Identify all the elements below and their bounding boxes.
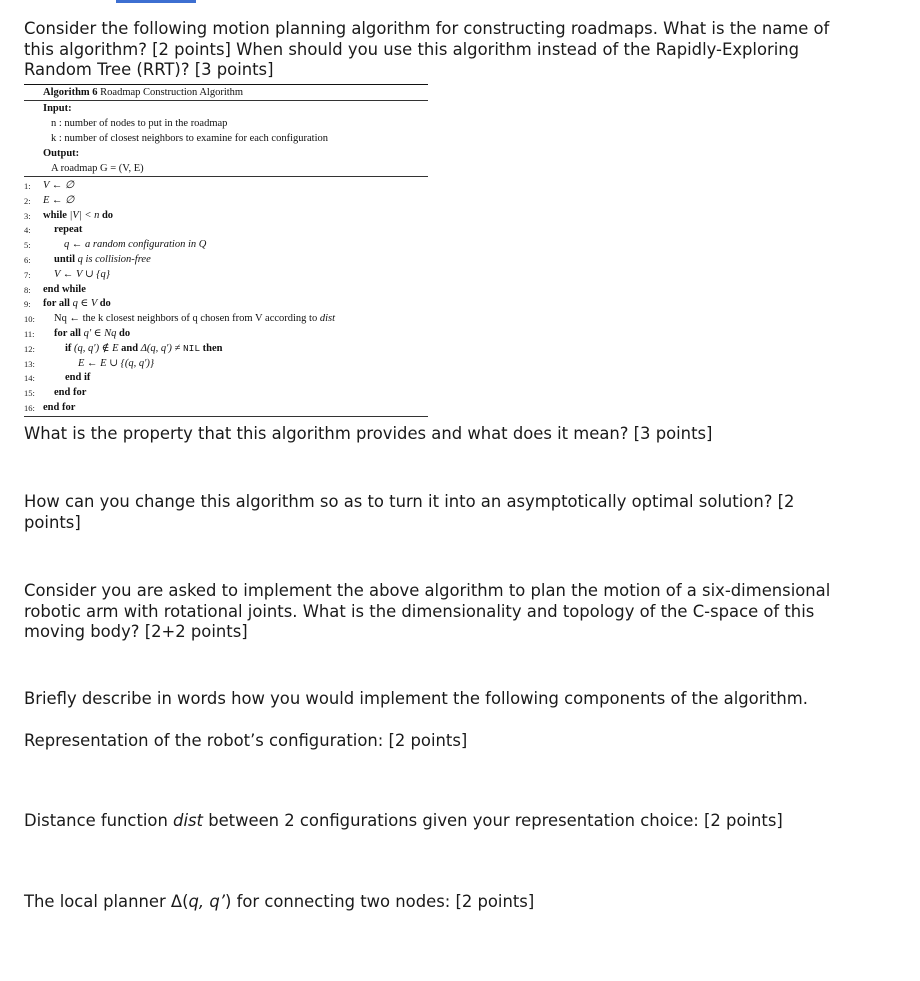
algorithm-header-rule	[24, 176, 428, 177]
code-line-10	[24, 312, 428, 327]
code-line-12	[24, 342, 428, 357]
code-line-15	[24, 386, 428, 401]
algorithm-title: Roadmap Construction Algorithm	[100, 87, 244, 98]
line-number: 15:	[24, 388, 35, 399]
code-line-7	[24, 268, 428, 283]
keyword-while: while	[43, 209, 67, 221]
question-8-text-end: ) for connecting two nodes: [2 points]	[224, 892, 535, 911]
code-text: q is collision-free	[75, 253, 151, 265]
keyword-do: do	[119, 327, 131, 339]
code-text: (q, q′) ∉ E	[71, 342, 122, 354]
algorithm-caption	[24, 85, 428, 100]
algorithm-box	[24, 84, 428, 417]
code-text: V ← V ∪ {q}	[54, 268, 110, 280]
question-8	[24, 892, 854, 913]
code-line-16	[24, 401, 428, 416]
keyword-until: until	[54, 253, 76, 265]
code-text: q ← a random configuration in Q	[64, 239, 207, 251]
line-number: 5:	[24, 240, 31, 251]
code-text: Δ(q, q′) ≠	[138, 342, 183, 354]
keyword-do: do	[99, 298, 111, 310]
question-3: How can you change this algorithm so as to turn it into an asymptotically optimal solution? [2 points]	[24, 492, 795, 532]
algorithm-bottom-rule	[24, 416, 428, 417]
code-line-6	[24, 253, 428, 268]
question-7-text: Distance function	[24, 811, 174, 830]
keyword-end-for: end for	[54, 387, 87, 399]
code-line-4	[24, 223, 428, 238]
question-5: Briefly describe in words how you would implement the following components of the algorithm.	[24, 689, 808, 708]
line-number: 10:	[24, 314, 35, 325]
question-2: What is the property that this algorithm provides and what does it mean? [3 points]	[24, 424, 713, 443]
keyword-do: do	[101, 209, 114, 221]
keyword-and: and	[121, 342, 139, 354]
code-line-5	[24, 238, 428, 253]
keyword-if: if	[65, 342, 72, 354]
line-number: 12:	[24, 343, 35, 354]
code-line-1	[24, 179, 428, 194]
code-line-8	[24, 283, 428, 298]
line-number: 4:	[24, 225, 31, 236]
code-text: V ← ∅	[43, 180, 75, 191]
code-line-2	[24, 194, 428, 209]
line-number: 1:	[24, 181, 31, 191]
keyword-repeat: repeat	[54, 224, 83, 236]
keyword-for-all: for all	[54, 327, 81, 339]
top-accent-bar	[116, 0, 196, 3]
keyword-for-all: for all	[43, 298, 70, 310]
algorithm-lines	[24, 179, 428, 416]
question-8-args: q, q’	[188, 892, 225, 911]
line-number: 8:	[24, 284, 31, 295]
output-heading: Output:	[43, 148, 80, 159]
line-number: 3:	[24, 210, 31, 221]
line-number: 16:	[24, 402, 35, 413]
code-text: q′ ∈ Nq	[80, 327, 120, 339]
line-number: 11:	[24, 328, 35, 339]
line-number: 13:	[24, 358, 35, 369]
question-7	[24, 811, 854, 832]
code-line-9	[24, 297, 428, 312]
input-line-k: k : number of closest neighbors to examine for each configuration	[51, 133, 328, 144]
line-number: 2:	[24, 195, 31, 206]
question-7-dist: dist	[173, 811, 203, 830]
input-line-n: n : number of nodes to put in the roadmap	[51, 118, 228, 129]
code-line-11	[24, 327, 428, 342]
question-1: Consider the following motion planning algorithm for constructing roadmaps. What is the name of this algorithm? [2 points] When should you use this algorithm instead of the Rapidly-Exploring Random Tree (RRT)? [3 points]	[24, 19, 830, 79]
input-heading: Input:	[43, 103, 72, 114]
code-text: Nq ← the k closest neighbors of q chosen from V according to	[54, 313, 320, 325]
code-text: E ← ∅	[43, 194, 75, 206]
question-4: Consider you are asked to implement the above algorithm to plan the motion of a six-dimensional robotic arm with rotational joints. What is the dimensionality and topology of the C-space of this moving body? [2+2 points]	[24, 581, 831, 641]
keyword-end-while: end while	[43, 283, 86, 295]
keyword-end-if: end if	[65, 372, 91, 384]
code-text: E ← E ∪ {(q, q′)}	[78, 357, 155, 369]
line-number: 6:	[24, 254, 31, 265]
algorithm-label: Algorithm 6	[43, 87, 98, 98]
line-number: 7:	[24, 269, 31, 280]
line-number: 9:	[24, 299, 31, 310]
question-7-text-end: between 2 configurations given your representation choice: [2 points]	[202, 811, 783, 830]
keyword-then: then	[200, 342, 223, 354]
code-line-14	[24, 371, 428, 386]
code-text: |V| < n	[66, 209, 102, 221]
line-number: 14:	[24, 373, 35, 384]
code-line-3	[24, 209, 428, 224]
keyword-end-for: end for	[43, 401, 76, 413]
question-8-text: The local planner Δ(	[24, 892, 189, 911]
code-nil: NIL	[182, 342, 201, 354]
question-6: Representation of the robot’s configuration: [2 points]	[24, 731, 468, 750]
code-line-13	[24, 357, 428, 372]
code-text-dist: dist	[319, 313, 336, 325]
output-line: A roadmap G = (V, E)	[51, 163, 144, 174]
code-text: q ∈ V	[69, 298, 100, 310]
